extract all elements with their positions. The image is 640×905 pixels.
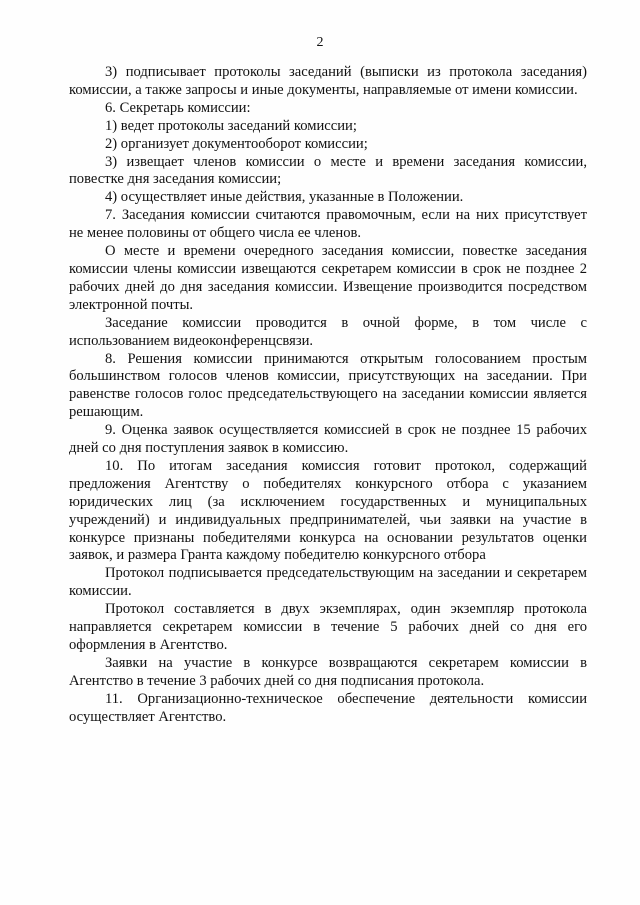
- paragraph-voting: 8. Решения комиссии принимаются открытым голосованием простым большинством голосов членов комиссии, присутствующих на заседании. При равенстве голосов голос председательствующего на заседании комиссии является решающим.: [69, 350, 587, 421]
- paragraph-secretary-duty-3: 3) извещает членов комиссии о месте и времени заседания комиссии, повестке дня заседания комиссии;: [69, 153, 587, 188]
- paragraph-meeting-notification: О месте и времени очередного заседания комиссии, повестке заседания комиссии члены комиссии извещаются секретарем комиссии в срок не позднее 2 рабочих дней до дня заседания комиссии. Извещение производится посредством электронной почты.: [69, 243, 587, 313]
- paragraph-quorum: 7. Заседания комиссии считаются правомочным, если на них присутствует не менее половины от общего числа ее членов.: [69, 207, 587, 242]
- paragraph-meeting-format: Заседание комиссии проводится в очной форме, в том числе с использованием видеоконференцсвязи.: [69, 314, 587, 349]
- page-number: 2: [316, 35, 324, 50]
- paragraph-secretary-heading: 6. Секретарь комиссии:: [105, 99, 251, 116]
- paragraph-protocol-copies: Протокол составляется в двух экземплярах, один экземпляр протокола направляется секретарем комиссии в течение 5 рабочих дней со дня его оформления в Агентство.: [69, 601, 587, 653]
- paragraph-evaluation-term: 9. Оценка заявок осуществляется комиссией в срок не позднее 15 рабочих дней со дня поступления заявок в комиссию.: [69, 422, 587, 457]
- paragraph-organizational-support: 11. Организационно-техническое обеспечение деятельности комиссии осуществляет Агентство.: [69, 690, 587, 725]
- paragraph-protocol-signing: Протокол подписывается председательствующим на заседании и секретарем комиссии.: [69, 565, 587, 600]
- paragraph-secretary-duty-4: 4) осуществляет иные действия, указанные в Положении.: [105, 189, 464, 206]
- paragraph-secretary-duty-1: 1) ведет протоколы заседаний комиссии;: [105, 117, 357, 134]
- paragraph-applications-return: Заявки на участие в конкурсе возвращаются секретарем комиссии в Агентство в течение 3 рабочих дней со дня подписания протокола.: [69, 654, 587, 689]
- paragraph-secretary-duty-2: 2) организует документооборот комиссии;: [105, 135, 368, 152]
- document-body: [69, 64, 587, 727]
- paragraph-protocol-preparation: 10. По итогам заседания комиссия готовит протокол, содержащий предложения Агентству о победителях конкурсного отбора с указанием юридических лиц (за исключением государственных и муниципальных учреждений) и индивидуальных предпринимателей, чьи заявки на участие в конкурсе признаны победителями конкурса на основании результатов оценки заявок, и размера Гранта каждому победителю конкурсного отбора: [69, 457, 587, 564]
- paragraph-commission-documents-signing: 3) подписывает протоколы заседаний (выписки из протокола заседания) комиссии, а также запросы и иные документы, направляемые от имени комиссии.: [69, 64, 587, 98]
